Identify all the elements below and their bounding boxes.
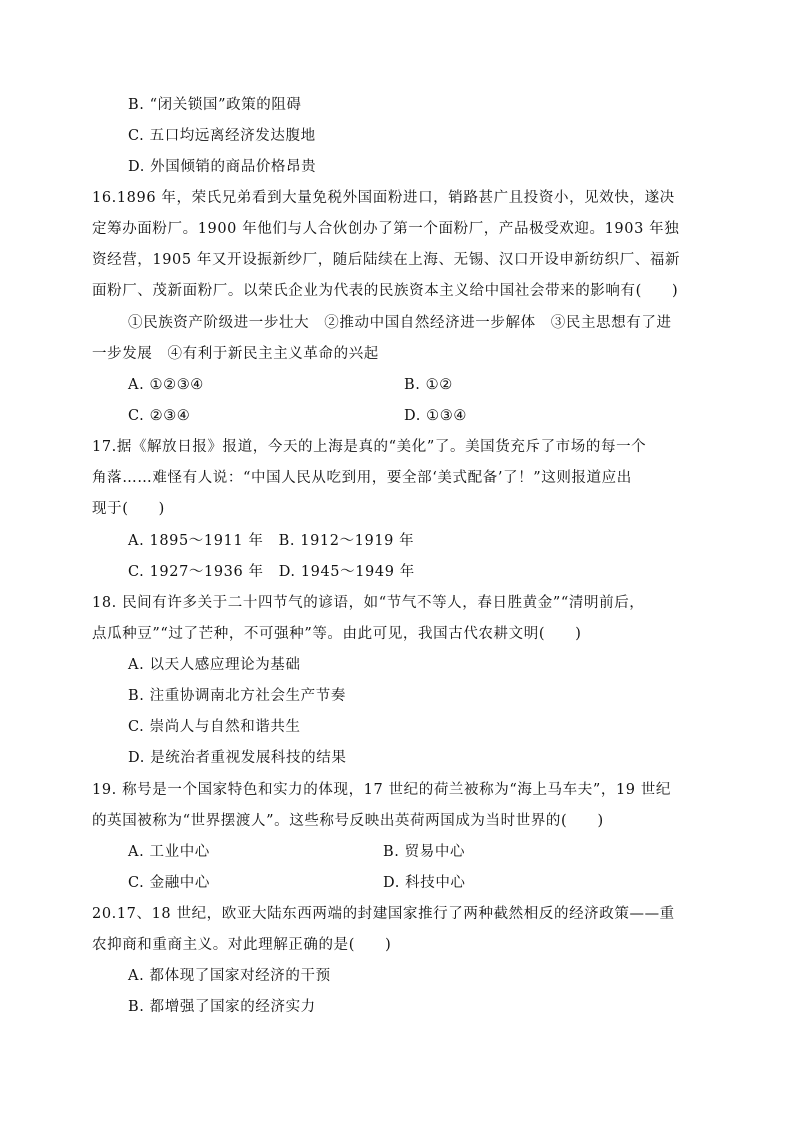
q18-option-b: B. 注重协调南北方社会生产节奏: [128, 688, 346, 704]
q16-stem-line-3: 资经营，1905 年又开设振新纱厂，随后陆续在上海、无锡、汉口开设申新纺织厂、福新: [92, 252, 681, 268]
q16-option-c: C. ②③④: [128, 408, 191, 424]
q19-option-a: A. 工业中心: [128, 844, 210, 860]
q17-stem-line-2: 角落……难怪有人说：“中国人民从吃到用，要全部‘美式配备’了！”这则报道应出: [92, 470, 632, 486]
q19-option-b: B. 贸易中心: [383, 844, 466, 860]
q16-stem-line-4: 面粉厂、茂新面粉厂。以荣氏企业为代表的民族资本主义给中国社会带来的影响有( ): [92, 283, 679, 299]
q16-option-a: A. ①②③④: [128, 377, 204, 393]
q16-option-b: B. ①②: [404, 377, 453, 393]
q20-option-b: B. 都增强了国家的经济实力: [128, 999, 316, 1015]
q17-options-line-2: C. 1927～1936 年 D. 1945～1949 年: [128, 564, 415, 580]
q17-options-line-1: A. 1895～1911 年 B. 1912～1919 年: [128, 533, 415, 549]
q15-option-b: B. “闭关锁国”政策的阻碍: [128, 97, 302, 113]
q16-stem-line-1: 16.1896 年，荣氏兄弟看到大量免税外国面粉进口，销路甚广且投资小，见效快，遂决: [92, 190, 675, 206]
q19-stem-line-1: 19. 称号是一个国家特色和实力的体现，17 世纪的荷兰被称为“海上马车夫”，19 世纪: [92, 782, 672, 798]
q18-option-d: D. 是统治者重视发展科技的结果: [128, 750, 347, 766]
q18-option-c: C. 崇尚人与自然和谐共生: [128, 719, 301, 735]
q15-option-d: D. 外国倾销的商品价格昂贵: [128, 159, 317, 175]
q20-stem-line-2: 农抑商和重商主义。对此理解正确的是( ): [92, 937, 392, 953]
q20-stem-line-1: 20.17、18 世纪，欧亚大陆东西两端的封建国家推行了两种截然相反的经济政策——重: [92, 906, 675, 922]
q17-stem-line-3: 现于( ): [92, 501, 165, 517]
q18-option-a: A. 以天人感应理论为基础: [128, 657, 301, 673]
q16-option-d: D. ①③④: [404, 408, 467, 424]
q16-stem-line-2: 定筹办面粉厂。1900 年他们与人合伙创办了第一个面粉厂，产品极受欢迎。1903 年独: [92, 221, 680, 237]
q18-stem-line-1: 18. 民间有许多关于二十四节气的谚语，如“节气不等人，春日胜黄金”“清明前后，: [92, 595, 645, 611]
q16-items-line-1: ①民族资产阶级进一步壮大 ②推动中国自然经济进一步解体 ③民主思想有了进: [128, 315, 672, 331]
q19-option-d: D. 科技中心: [383, 875, 466, 891]
q17-stem-line-1: 17.据《解放日报》报道，今天的上海是真的“美化”了。美国货充斥了市场的每一个: [92, 439, 647, 455]
q19-option-c: C. 金融中心: [128, 875, 210, 891]
q19-stem-line-2: 的英国被称为“世界摆渡人”。这些称号反映出英荷两国成为当时世界的( ): [92, 813, 604, 829]
q18-stem-line-2: 点瓜种豆”“过了芒种，不可强种”等。由此可见，我国古代农耕文明( ): [92, 626, 582, 642]
q20-option-a: A. 都体现了国家对经济的干预: [128, 968, 331, 984]
q16-items-line-2: 一步发展 ④有利于新民主主义革命的兴起: [92, 346, 379, 362]
q15-option-c: C. 五口均远离经济发达腹地: [128, 128, 316, 144]
